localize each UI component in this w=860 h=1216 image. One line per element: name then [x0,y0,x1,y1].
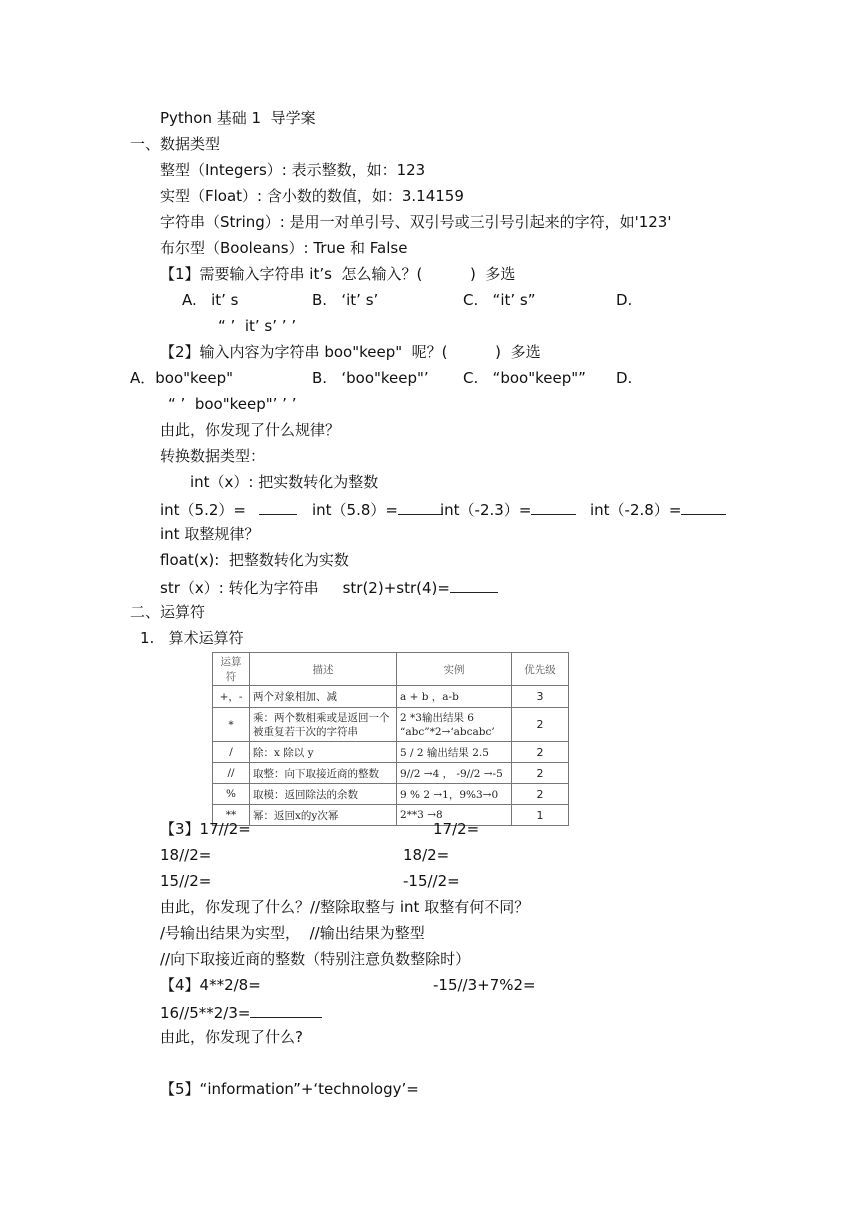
question-1-option-c: C. “it’ s” [463,291,536,309]
note-division-types: /号输出结果为实型， //输出结果为整型 [160,924,425,942]
table-row [213,763,569,784]
str-line [160,576,498,598]
question-4-a: 【4】4**2/8= [160,976,261,994]
column-header-description: 描述 [250,653,397,686]
float-description: float(x): 把整数转化为实数 [160,551,349,569]
question-3-row2-a: 18//2= [160,846,212,864]
operator-cell: * [213,708,250,742]
question-4-c-line [160,1001,322,1023]
description-cell: 取模：返回除法的余数 [250,784,397,805]
question-3-b: 17/2= [433,820,480,838]
table-row [213,742,569,763]
type-float: 实型（Float）: 含小数的数值，如：3.14159 [160,187,464,205]
operator-cell: / [213,742,250,763]
table-row [213,686,569,708]
int-exercise-2 [312,498,443,520]
int-exercise-3 [440,498,576,520]
question-2-option-b: B. ‘boo"keep"’ [312,369,429,387]
type-boolean: 布尔型（Booleans）: True 和 False [160,239,408,257]
example-cell: 2 *3输出结果 6 “abc”*2→‘abcabc’ [397,708,512,742]
rule-question: 由此，你发现了什么规律？ [160,421,341,439]
question-2-option-a: A．boo"keep" [130,369,234,387]
question-3-discovery: 由此，你发现了什么？//整除取整与 int 取整有何不同？ [160,898,530,916]
question-2-option-d-content: “ ’ boo"keep"’ ’ ’ [168,395,297,413]
str-description: str（x）: 转化为字符串 [160,579,319,597]
operator-cell: +，- [213,686,250,708]
priority-cell: 3 [512,686,569,708]
table-row [213,805,569,826]
question-2-option-d: D. [616,369,633,387]
int-exercise-4 [590,498,726,520]
question-4-discovery: 由此，你发现了什么? [160,1028,303,1046]
int-exercise-2-label: int（5.8）= [312,501,398,519]
description-cell: 乘：两个数相乘或是返回一个被重复若干次的字符串 [250,708,397,742]
description-cell: 幂：返回x的y次幂 [250,805,397,826]
convert-heading: 转换数据类型： [160,447,266,465]
table-header-row [213,653,569,686]
answer-blank[interactable] [250,1001,322,1018]
table-row [213,708,569,742]
question-2-option-c: C. “boo"keep"” [463,369,586,387]
column-header-priority: 优先级 [512,653,569,686]
question-3-row2-b: 18/2= [403,846,450,864]
answer-blank[interactable] [398,498,443,515]
operator-cell: % [213,784,250,805]
operator-cell: // [213,763,250,784]
description-cell: 两个对象相加、减 [250,686,397,708]
description-cell: 取整：向下取接近商的整数 [250,763,397,784]
table-row [213,784,569,805]
question-1-option-d: D. [616,291,633,309]
int-exercise-3-label: int（-2.3）= [440,501,532,519]
question-4-b: -15//3+7%2= [433,976,536,994]
question-3-row3-b: -15//2= [403,872,460,890]
answer-blank[interactable] [681,498,726,515]
description-cell: 除：x 除以 y [250,742,397,763]
example-cell: a + b ，a-b [397,686,512,708]
answer-blank[interactable] [450,576,498,593]
int-exercise-1-label: int（5.2）= [160,501,246,519]
example-cell: 2**3 →8 [397,805,512,826]
operator-table [212,652,569,826]
answer-blank[interactable] [259,498,297,515]
page-title: Python 基础 1 导学案 [160,109,316,127]
question-5: 【5】“information”+‘technology’= [160,1080,419,1098]
type-integers: 整型（Integers）: 表示整数，如：123 [160,161,426,179]
int-exercise-4-label: int（-2.8）= [590,501,682,519]
priority-cell: 2 [512,784,569,805]
question-2-stem: 【2】输入内容为字符串 boo"keep" 呢？( ) 多选 [160,343,541,361]
question-1-option-a: A. it’ s [182,291,239,309]
str-exercise-label: str(2)+str(4)= [342,579,450,597]
int-exercise-1 [160,498,297,520]
section-heading-data-types: 一、数据类型 [130,135,221,153]
note-floor-division: //向下取接近商的整数（特别注意负数整除时） [160,950,471,968]
question-1-option-b: B. ‘it’ s’ [312,291,379,309]
question-4-c: 16//5**2/3= [160,1004,251,1022]
priority-cell: 2 [512,763,569,784]
example-cell: 5 / 2 输出结果 2.5 [397,742,512,763]
subheading-arithmetic-operators: 1. 算术运算符 [140,629,244,647]
answer-blank[interactable] [531,498,576,515]
example-cell: 9//2 →4 ， -9//2 →-5 [397,763,512,784]
priority-cell: 1 [512,805,569,826]
int-rule-question: int 取整规律？ [160,525,260,543]
question-1-stem: 【1】需要输入字符串 it’s 怎么输入？( ) 多选 [160,265,516,283]
type-string: 字符串（String）: 是用一对单引号、双引号或三引号引起来的字符，如'123' [160,213,672,231]
section-heading-operators: 二、运算符 [130,603,206,621]
question-1-option-d-content: “ ’ it’ s’ ’ ’ [218,317,297,335]
priority-cell: 2 [512,708,569,742]
question-3-row3-a: 15//2= [160,872,212,890]
example-cell: 9 % 2 →1，9%3→0 [397,784,512,805]
column-header-example: 实例 [397,653,512,686]
int-description: int（x）: 把实数转化为整数 [190,473,379,491]
priority-cell: 2 [512,742,569,763]
question-3-a: 【3】17//2= [160,820,251,838]
column-header-operator: 运算符 [213,653,250,686]
operator-cell: ** [213,805,250,826]
